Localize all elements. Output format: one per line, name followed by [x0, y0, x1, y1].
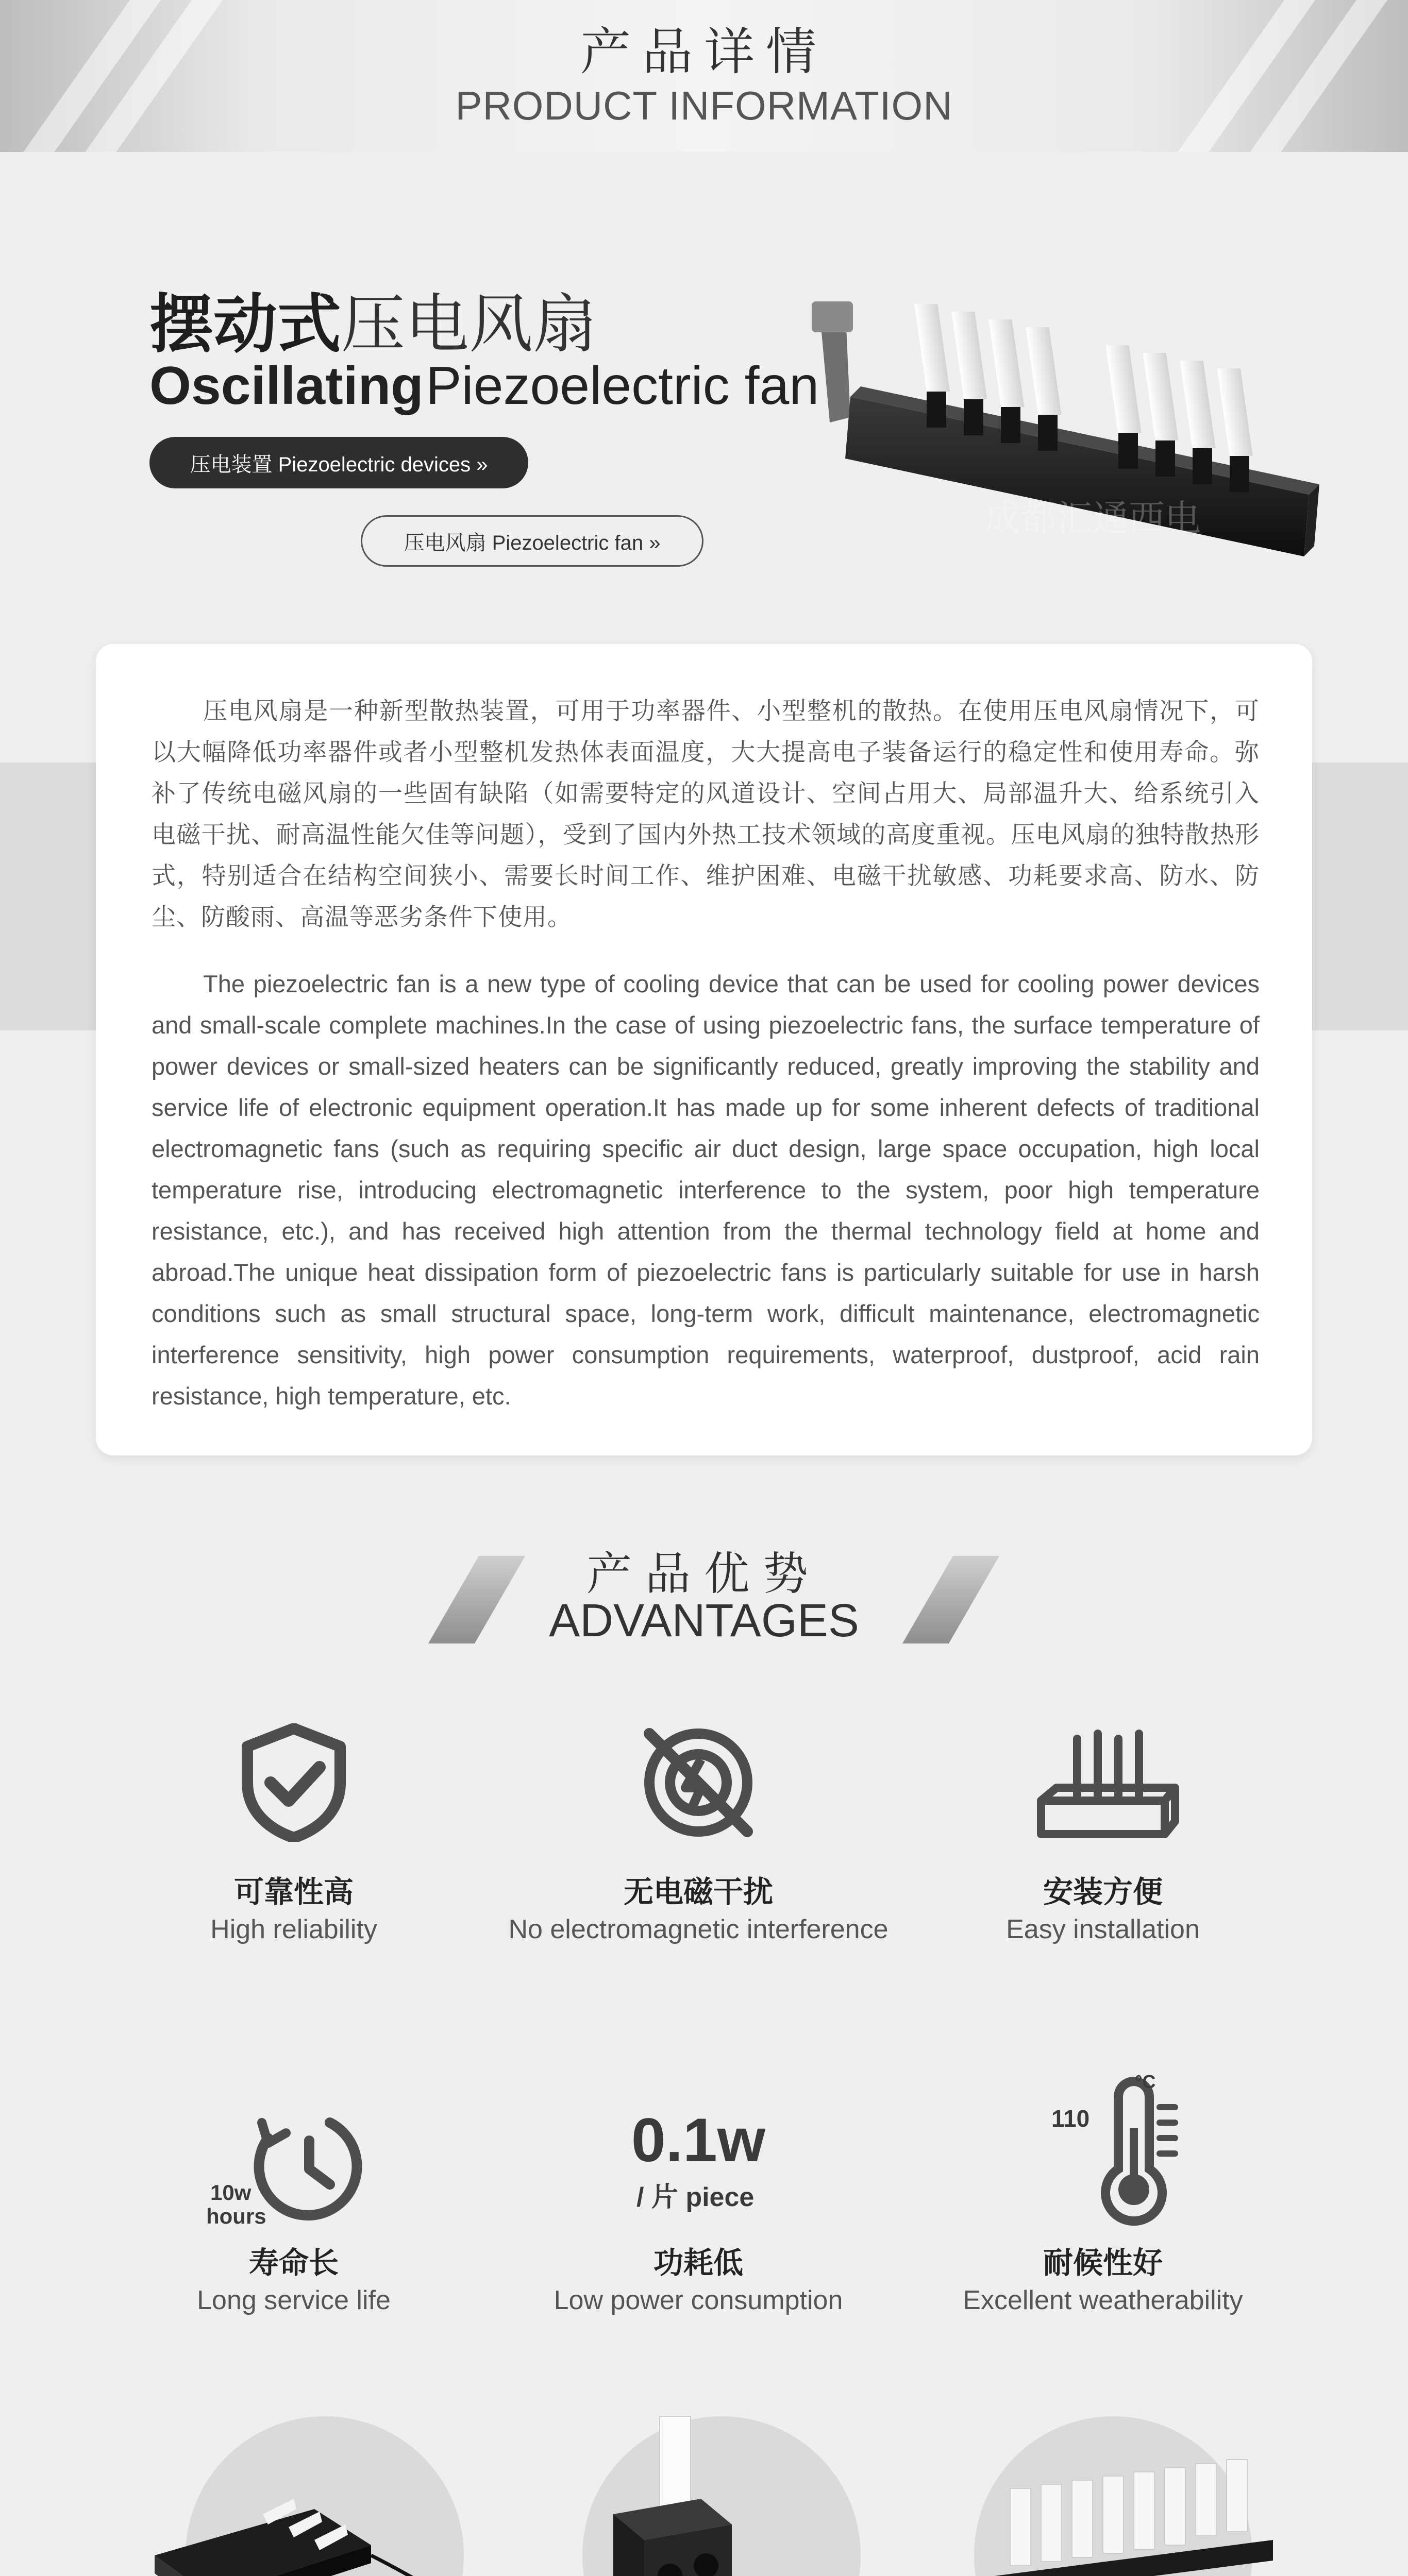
piezoelectric-fan-link[interactable]: 压电风扇 Piezoelectric fan »: [361, 515, 703, 567]
advantage-low-power-en: Low power consumption: [554, 2285, 843, 2315]
clock-icon: [201, 2102, 376, 2236]
installation-icon: [871, 1721, 1335, 1844]
thermometer-icon: [1046, 2071, 1201, 2226]
advantage-weatherability-en: Excellent weatherability: [963, 2285, 1243, 2315]
temp-unit: °C: [1135, 2071, 1156, 2092]
advantages-title-en: ADVANTAGES: [549, 1595, 859, 1647]
advantage-service-life-en: Long service life: [197, 2285, 391, 2315]
advantage-reliability-cn: 可靠性高: [233, 1875, 354, 1909]
advantage-service-life-cn: 寿命长: [248, 2246, 339, 2280]
intro-paragraph-en: The piezoelectric fan is a new type of cooling device that can be used for cooling power devices and small-scale complete machines.In the case of using piezoelectric fans, the surface temperature of power devices or small-sized heaters can be significantly reduced, greatly improving the stability and service life of electronic equipment operation.It has made up for some inherent defects of traditional electromagnetic fans (such as requiring specific air duct design, large space occupation, high local temperature rise, introducing electromagnetic interference to the system, poor high temperature resistance, etc.), and has received high attention from the thermal technology field at home and abroad.The unique heat dissipation form of piezoelectric fans is particularly suitable for use in harsh conditions such as small structural space, long-term work, difficult maintenance, electromagnetic interference sensitivity, high power consumption requirements, waterproof, dustproof, acid rain resistance, high temperature, etc.: [152, 970, 1260, 1410]
temp-value: 110: [1051, 2105, 1090, 2132]
hero-title-cn-bold: 摆动式: [149, 289, 342, 360]
advantage-installation-cn: 安装方便: [1043, 1875, 1163, 1909]
power-unit: / 片 piece: [636, 2182, 755, 2212]
watermark: 成都汇通西电: [984, 497, 1201, 539]
piezoelectric-devices-link[interactable]: 压电装置 Piezoelectric devices »: [149, 437, 528, 488]
advantage-no-interference-cn: 无电磁干扰: [623, 1875, 773, 1909]
shield-check-icon: [62, 1721, 526, 1844]
intro-paragraph-cn: 压电风扇是一种新型散热装置，可用于功率器件、小型整机的散热。在使用压电风扇情况下，可以大幅降低功率器件或者小型整机发热体表面温度，大大提高电子装备运行的稳定性和使用寿命。弥补了传统电磁风扇的一些固有缺陷（如需要特定的风道设计、空间占用大、局部温升大、给系统引入电磁干扰、耐高温性能欠佳等问题），受到了国内外热工技术领域的高度重视。压电风扇的独特散热形式，特别适合在结构空间狭小、需要长时间工作、维护困难、电磁干扰敏感、功耗要求高、防水、防尘、防酸雨、高温等恶劣条件下使用。: [152, 697, 1260, 930]
product-photo-bar-3-blade: [186, 2416, 464, 2576]
advantages-title-cn: 产品优势: [586, 1548, 822, 1599]
advantage-no-interference-en: No electromagnetic interference: [508, 1914, 889, 1944]
intro-card: [96, 644, 1312, 1455]
product-photo-single-blade: [582, 2416, 861, 2576]
power-value: 0.1w: [631, 2106, 766, 2175]
product-photo-multi-blade: [974, 2416, 1252, 2576]
hero-title-cn: [149, 273, 597, 365]
advantage-reliability-en: High reliability: [210, 1914, 377, 1944]
life-unit: hours: [206, 2204, 266, 2228]
hero-title-cn-light: 压电风扇: [341, 289, 597, 360]
advantage-installation-en: Easy installation: [1006, 1914, 1200, 1944]
header-title-cn: 产品详情: [580, 23, 828, 80]
life-value: 10w: [210, 2180, 252, 2205]
hero-title-en-light: Piezoelectric fan: [426, 356, 819, 416]
advantage-low-power-cn: 功耗低: [653, 2246, 743, 2280]
no-interference-icon: [466, 1721, 930, 1844]
advantage-weatherability-cn: 耐候性好: [1043, 2246, 1163, 2280]
hero-title-en: [149, 355, 819, 417]
header-title-en: PRODUCT INFORMATION: [455, 83, 953, 128]
piezoelectric-fan-product-image: [789, 289, 1335, 608]
hero-title-en-bold: Oscillating: [149, 356, 424, 416]
power-icon: [569, 2097, 827, 2231]
